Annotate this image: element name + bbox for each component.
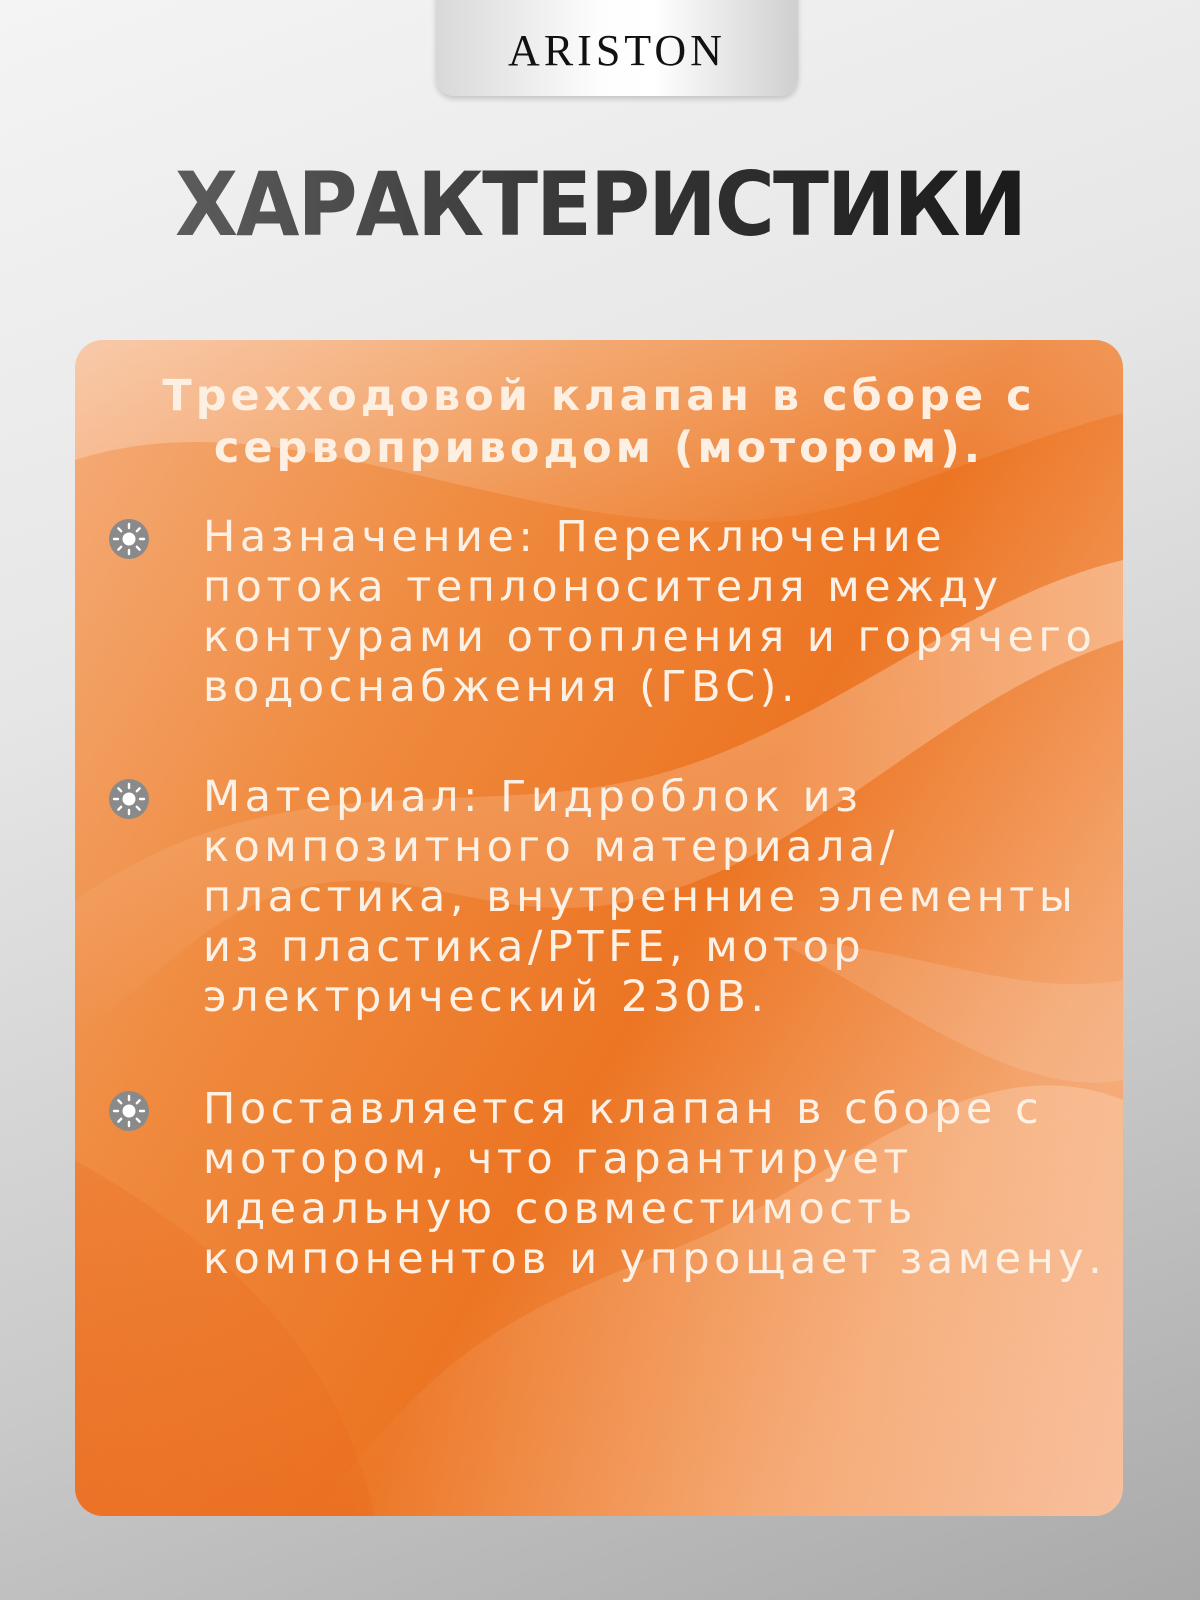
spec-item-text: Материал: Гидроблок из композитного материала/пластика, внутренние элементы из пластика/PTFE, мотор электрический 230В. — [203, 772, 1078, 1022]
specs-card — [75, 340, 1123, 1516]
spec-item-text: Поставляется клапан в сборе с мотором, что гарантирует идеальную совместимость компонентов и упрощает замену. — [203, 1084, 1107, 1284]
sun-icon — [108, 778, 150, 820]
sun-icon — [108, 518, 150, 560]
sun-icon — [108, 1090, 150, 1132]
card-heading: Трехходовой клапан в сборе с сервоприводом (мотором). — [162, 371, 1036, 473]
brand-logo-text: ARISTON — [508, 26, 726, 75]
brand-tab — [436, 0, 798, 96]
spec-item-text: Назначение: Переключение потока теплоносителя между контурами отопления и горячего водоснабжения (ГВС). — [203, 512, 1097, 712]
page-title: ХАРАКТЕРИСТИКИ — [0, 154, 1200, 257]
